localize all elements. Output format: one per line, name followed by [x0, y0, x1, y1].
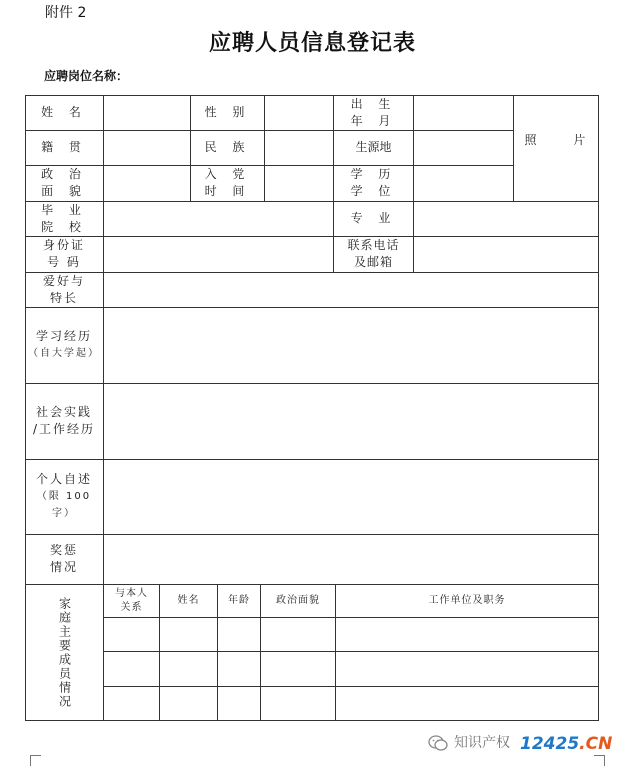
birth-field[interactable]: [414, 96, 513, 130]
photo-label: 照 片: [524, 133, 588, 147]
family-col-political: 政治面貌: [276, 594, 320, 606]
school-label: 毕 业 院 校: [41, 202, 87, 234]
hobby-label: 爱好与 特长: [42, 273, 85, 305]
native-place-label: 籍 贯: [41, 140, 87, 154]
family-row-2[interactable]: [104, 652, 598, 686]
contact-label: 联系电话 及邮箱: [347, 238, 400, 269]
watermark-brand: 12425.CN: [520, 734, 613, 754]
native-place-field[interactable]: [104, 131, 190, 165]
family-row-1[interactable]: [104, 618, 598, 651]
page-corner-mark-left: [30, 755, 41, 766]
ethnicity-field[interactable]: [265, 131, 333, 165]
watermark: [420, 728, 620, 758]
watermark-text: 知识产权: [454, 735, 510, 751]
gender-field[interactable]: [265, 96, 333, 130]
family-row-3[interactable]: [104, 687, 598, 720]
practice-label: 社会实践 /工作经历: [32, 405, 96, 436]
education-label: 学 历 学 位: [350, 167, 397, 198]
study-field[interactable]: [104, 308, 598, 383]
origin-field[interactable]: [414, 131, 513, 165]
attachment-label: 附件 2: [45, 5, 87, 21]
practice-field[interactable]: [104, 384, 598, 459]
major-label: 专 业: [350, 211, 397, 225]
gender-label: 性 别: [204, 105, 251, 119]
family-label: 家庭主要成员情况: [57, 596, 72, 709]
party-time-field[interactable]: [265, 166, 333, 201]
ethnicity-label: 民 族: [204, 140, 251, 154]
birth-label: 出 生 年 月: [350, 96, 397, 128]
origin-label: 生源地: [355, 140, 392, 154]
school-field[interactable]: [104, 202, 333, 236]
contact-field[interactable]: [414, 237, 598, 272]
wechat-icon: [428, 734, 448, 752]
study-hint: （自大学起）: [28, 348, 100, 359]
registration-form: [25, 95, 599, 721]
name-field[interactable]: [104, 96, 190, 130]
position-label: 应聘岗位名称：: [44, 69, 129, 83]
major-field[interactable]: [414, 202, 598, 236]
photo-box[interactable]: [514, 96, 598, 201]
self-intro-hint: （限 100 字）: [36, 491, 92, 519]
self-intro-field[interactable]: [104, 460, 598, 534]
family-col-relation: 与本人 关系: [115, 587, 148, 613]
id-number-label: 身份证 号 码: [42, 238, 85, 269]
political-label: 政 治 面 貌: [41, 167, 87, 198]
party-time-label: 入 党 时 间: [204, 167, 251, 198]
political-field[interactable]: [104, 166, 190, 201]
award-field[interactable]: [104, 535, 598, 584]
name-label: 姓 名: [41, 105, 87, 119]
self-intro-label: 个人自述: [35, 472, 92, 486]
study-label: 学习经历: [35, 329, 92, 343]
hobby-field[interactable]: [104, 273, 598, 307]
form-title: 应聘人员信息登记表: [208, 31, 416, 56]
education-field[interactable]: [414, 166, 513, 201]
family-col-employer: 工作单位及职务: [428, 594, 506, 606]
id-number-field[interactable]: [104, 237, 333, 272]
family-col-name: 姓名: [177, 594, 200, 606]
award-label: 奖惩 情况: [49, 543, 78, 574]
family-col-age: 年龄: [228, 594, 250, 606]
